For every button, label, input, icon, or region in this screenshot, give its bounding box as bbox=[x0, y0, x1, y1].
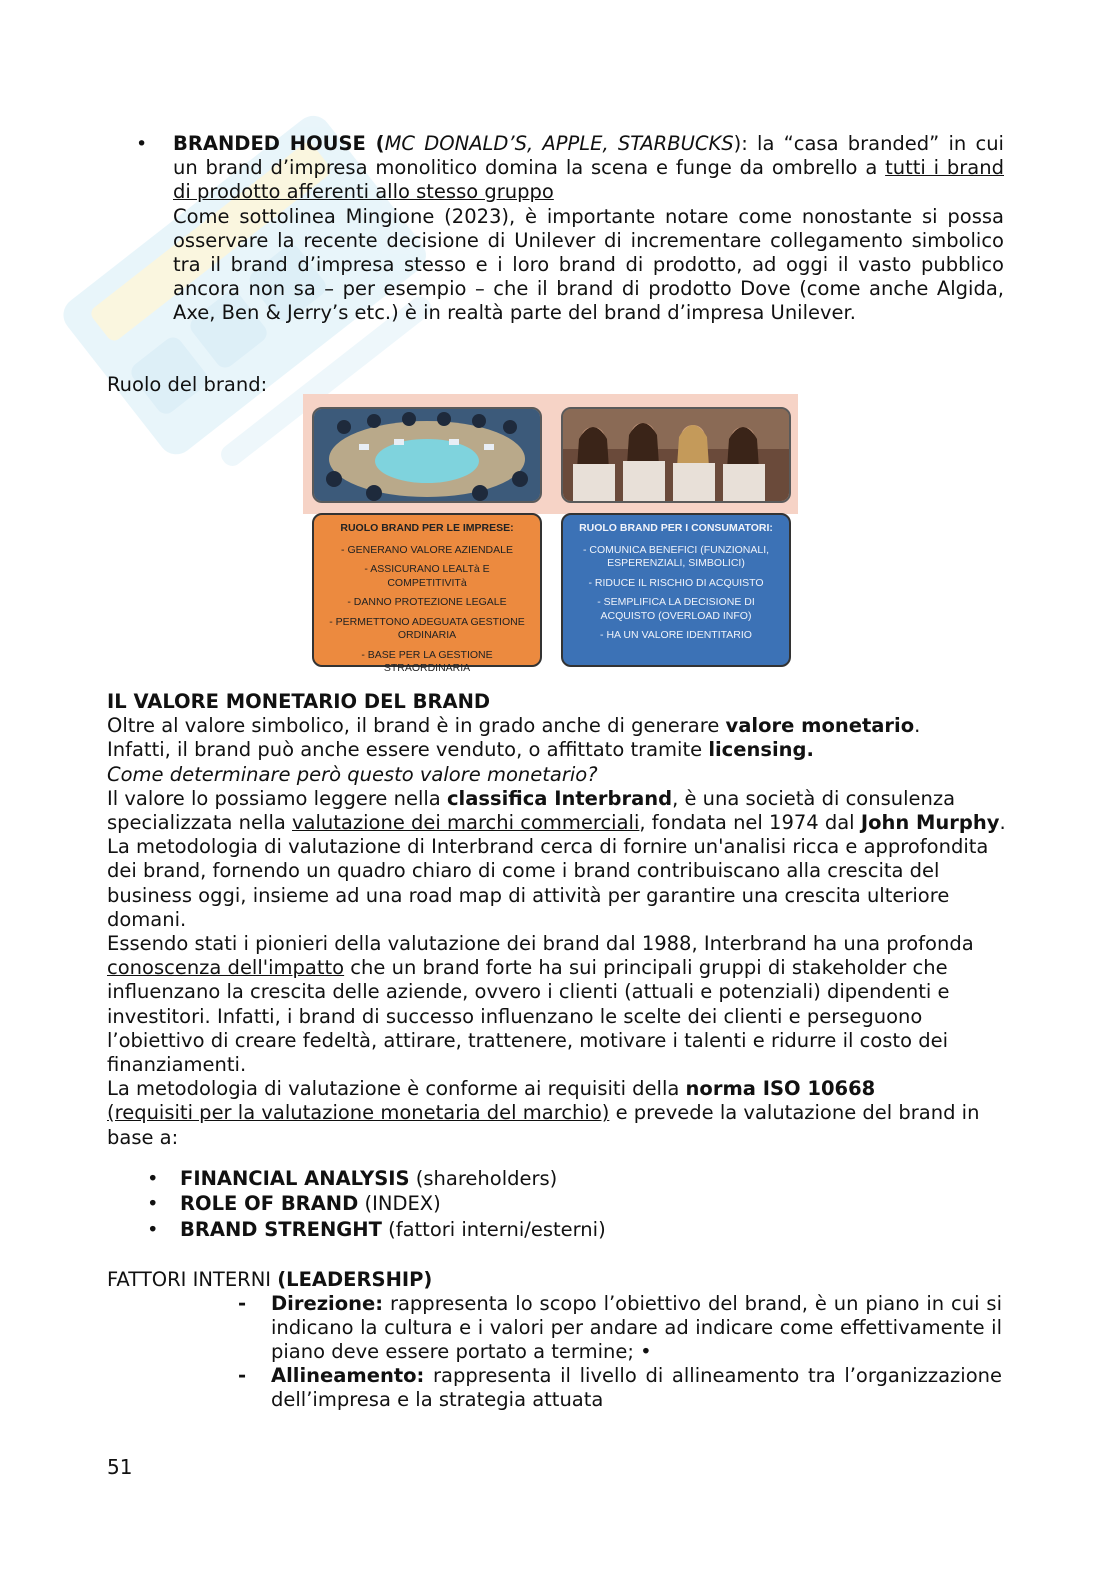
section-heading: IL VALORE MONETARIO DEL BRAND bbox=[107, 690, 491, 713]
bold-term: classifica Interbrand bbox=[446, 786, 673, 810]
bold-term: licensing. bbox=[708, 738, 814, 762]
bold-term: Direzione: bbox=[271, 1292, 384, 1315]
page-number: 51 bbox=[107, 1455, 133, 1479]
text: Infatti, il brand può anche essere venduto, o affittato tramite bbox=[107, 738, 709, 762]
text: , è una società di consulenza specializzata nella bbox=[107, 786, 956, 835]
valore-p6 bbox=[107, 932, 1007, 1077]
branded-house-text: ): la “casa branded” in cui un brand d’impresa monolitico domina la scena e funge da ombrello a bbox=[173, 132, 1004, 180]
bold-term: norma ISO 10668 bbox=[685, 1077, 876, 1101]
underlined-text: valutazione dei marchi commerciali bbox=[292, 811, 640, 835]
valore-p1 bbox=[107, 714, 1007, 738]
consumers-image bbox=[561, 407, 791, 503]
text: Il valore lo possiamo leggere nella bbox=[107, 786, 447, 810]
valore-p7 bbox=[107, 1077, 1007, 1150]
text: (fattori interni/esterni) bbox=[381, 1217, 606, 1241]
box-imprese-item: - PERMETTONO ADEGUATA GESTIONE ORDINARIA bbox=[329, 615, 525, 641]
text: (INDEX) bbox=[358, 1192, 441, 1216]
box-consumatori-item: - COMUNICA BENEFICI (FUNZIONALI, ESPERENZIALI, SIMBOLICI) bbox=[582, 543, 770, 569]
text: . bbox=[914, 714, 921, 738]
box-imprese-title: RUOLO BRAND PER LE IMPRESE: bbox=[340, 522, 514, 534]
text: Essendo stati i pionieri della valutazione dei brand dal 1988, Interbrand ha una profonda bbox=[107, 932, 974, 956]
bullet-dot: • bbox=[147, 1192, 159, 1216]
box-consumatori-item: - HA UN VALORE IDENTITARIO bbox=[600, 629, 752, 641]
branded-house-underlined: tutti i brand di prodotto afferenti allo stesso gruppo bbox=[173, 156, 1004, 204]
box-consumatori-item: - SEMPLIFICA LA DECISIONE DI ACQUISTO (OVERLOAD INFO) bbox=[597, 596, 755, 622]
mingione-paragraph: Come sottolinea Mingione (2023), è importante notare come nonostante si possa osservare la recente decisione di Unilever di incrementare collegamento simbolico tra il brand d’impresa stesso e i loro brand di prodotto, ad oggi il vasto pubblico ancora non sa – per esempio – che il brand di prodotto Dove (come anche Algida, Axe, Ben & Jerry’s etc.) è in realtà parte del brand d’impresa Unilever. bbox=[173, 204, 1004, 325]
text: e prevede la valutazione del brand in base a: bbox=[107, 1101, 980, 1149]
bold-term: (LEADERSHIP) bbox=[277, 1268, 433, 1291]
box-imprese-item: - GENERANO VALORE AZIENDALE bbox=[341, 543, 513, 556]
bullet-dot: • bbox=[136, 133, 148, 155]
underlined-text: conoscenza dell'impatto bbox=[107, 956, 345, 980]
ruolo-label: Ruolo del brand: bbox=[107, 373, 268, 396]
underlined-text: (requisiti per la valutazione monetaria del marchio) bbox=[107, 1101, 610, 1125]
bold-term: Allineamento: bbox=[271, 1364, 425, 1387]
text: La metodologia di valutazione è conforme ai requisiti della bbox=[107, 1077, 686, 1101]
allineamento-item bbox=[238, 1364, 1002, 1412]
dash-marker: - bbox=[238, 1292, 247, 1315]
box-imprese-item: - BASE PER LA GESTIONE STRAORDINARIA bbox=[361, 648, 493, 674]
valore-p3 bbox=[107, 763, 1007, 787]
text: (shareholders) bbox=[409, 1167, 558, 1190]
bullet-dot: • bbox=[147, 1217, 159, 1241]
branded-house-paragraph bbox=[173, 132, 1004, 205]
dash-marker: - bbox=[238, 1364, 247, 1387]
box-imprese-item: - ASSICURANO LEALTà E COMPETITIVITà bbox=[364, 563, 490, 589]
box-consumatori-title: RUOLO BRAND PER I CONSUMATORI: bbox=[579, 522, 773, 534]
ruolo-brand-figure bbox=[303, 394, 798, 674]
branded-house-examples: MC DONALD’S, APPLE, STARBUCKS bbox=[384, 132, 734, 155]
bold-term: FINANCIAL ANALYSIS bbox=[180, 1167, 410, 1190]
direzione-item bbox=[238, 1292, 1002, 1365]
bullet-dot: • bbox=[147, 1167, 159, 1190]
text: rappresenta lo scopo l’obiettivo del brand, è un piano in cui si indicano la cultura e i valori per andare ad indicare come effettivamente il piano deve essere portato a termine; • bbox=[271, 1292, 1002, 1364]
fattori-interni-label bbox=[107, 1268, 432, 1292]
branded-house-title: BRANDED HOUSE ( bbox=[173, 132, 385, 155]
italic-question: Come determinare però questo valore monetario? bbox=[107, 762, 598, 786]
box-ruolo-consumatori bbox=[561, 513, 791, 667]
box-consumatori-item: - RIDUCE IL RISCHIO DI ACQUISTO bbox=[588, 576, 764, 589]
bold-term: BRAND STRENGHT bbox=[180, 1217, 382, 1241]
valore-p2 bbox=[107, 738, 1007, 762]
box-imprese-item: - DANNO PROTEZIONE LEGALE bbox=[347, 596, 507, 608]
text: FATTORI INTERNI bbox=[107, 1268, 278, 1291]
valore-monetario-section bbox=[107, 690, 1007, 1150]
box-ruolo-imprese bbox=[312, 513, 542, 674]
text: rappresenta il livello di allineamento tra l’organizzazione dell’impresa e la strategia attuata bbox=[271, 1364, 1002, 1412]
meeting-image bbox=[312, 407, 542, 503]
valore-p5: La metodologia di valutazione di Interbrand cerca di fornire un'analisi ricca e approfondita dei brand, fornendo un quadro chiaro di come i brand contribuiscano alla crescita del business oggi, insieme ad una road map di attività per garantire una crescita ulteriore domani. bbox=[107, 835, 989, 931]
text: . bbox=[999, 811, 1006, 835]
bold-term: ROLE OF BRAND bbox=[180, 1192, 359, 1216]
bold-term: John Murphy bbox=[860, 811, 1000, 835]
valore-p4 bbox=[107, 787, 1007, 835]
text: , fondata nel 1974 dal bbox=[639, 811, 861, 835]
branded-house-bullet bbox=[136, 132, 1004, 326]
text: Oltre al valore simbolico, il brand è in grado anche di generare bbox=[107, 714, 726, 738]
text: che un brand forte ha sui principali gruppi di stakeholder che influenzano la crescita delle aziende, ovvero i clienti (attuali e potenziali) dipendenti e investitori. Infatti, i brand di successo influenzano le scelte dei clienti e perseguono l’obiettivo di creare fedeltà, attirare, trattenere, motivare i talenti e ridurre il costo dei finanziamenti. bbox=[107, 956, 950, 1077]
bold-term: valore monetario bbox=[725, 714, 915, 738]
